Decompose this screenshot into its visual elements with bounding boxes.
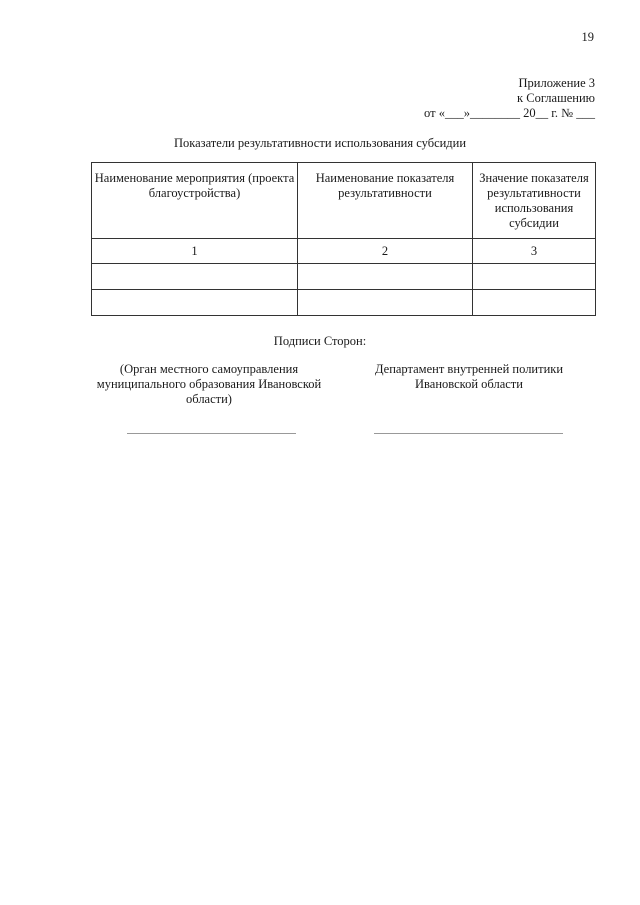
- header-indicator-name: Наименование показателя результативности: [298, 163, 473, 239]
- column-number-1: 1: [92, 239, 298, 264]
- table-row: [92, 290, 596, 316]
- signatures-title: Подписи Сторон:: [273, 334, 367, 348]
- table-header-row: [92, 163, 596, 239]
- header-indicator-value: Значение показателя результативности использования субсидии: [473, 163, 596, 239]
- appendix-label: Приложение 3: [518, 76, 595, 90]
- table-row: [92, 264, 596, 290]
- party-department: Департамент внутренней политики Ивановской области: [374, 362, 564, 391]
- signature-line-department: [374, 433, 563, 434]
- table-cell: [92, 290, 298, 316]
- table-cell: [298, 264, 473, 290]
- table-number-row: [92, 239, 596, 264]
- column-number-3: 3: [473, 239, 596, 264]
- table-cell: [298, 290, 473, 316]
- signature-line-municipality: [127, 433, 296, 434]
- appendix-date-number: от «___»________ 20__ г. № ___: [424, 106, 595, 120]
- table-cell: [473, 264, 596, 290]
- table-cell: [92, 264, 298, 290]
- page-number: 19: [581, 30, 594, 44]
- column-number-2: 2: [298, 239, 473, 264]
- appendix-block: [424, 76, 595, 121]
- document-title: Показатели результативности использования субсидии: [173, 136, 467, 150]
- header-event-name: Наименование мероприятия (проекта благоустройства): [92, 163, 298, 239]
- party-municipality: (Орган местного самоуправления муниципального образования Ивановской области): [96, 362, 322, 406]
- indicators-table: [91, 162, 596, 316]
- table-cell: [473, 290, 596, 316]
- appendix-agreement-ref: к Соглашению: [517, 91, 595, 105]
